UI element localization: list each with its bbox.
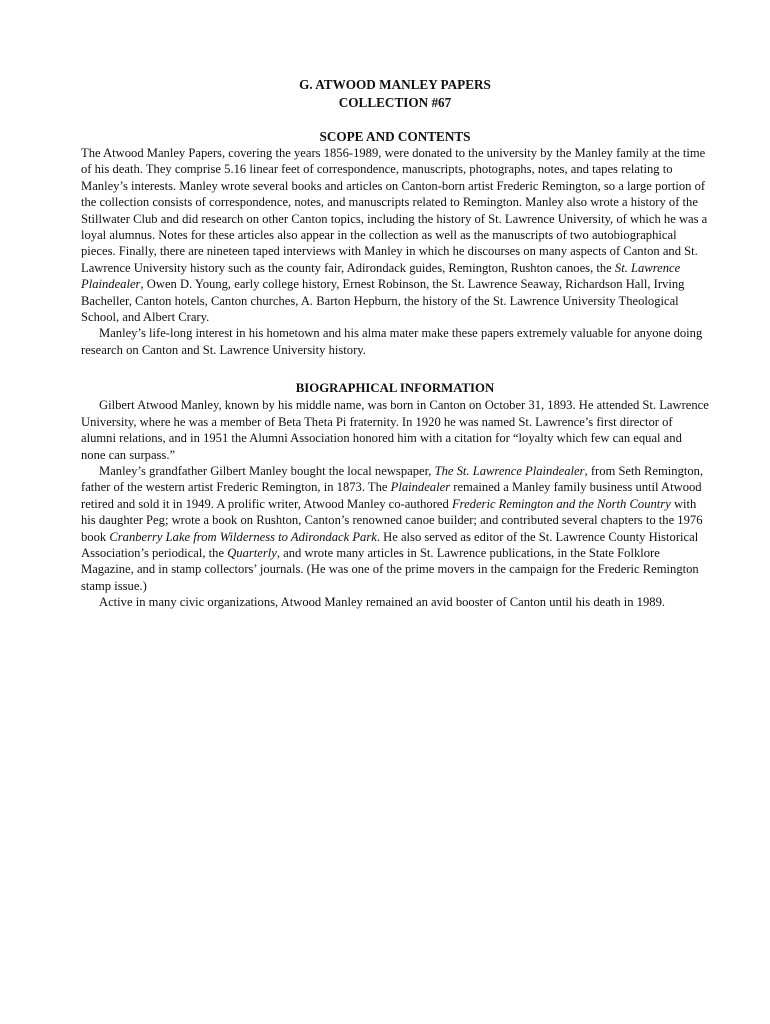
bio-p2-text-a: Manley’s grandfather Gilbert Manley bought the local newspaper, (99, 463, 435, 478)
document-title-line-2: COLLECTION #67 (338, 94, 452, 110)
bio-p2-italic-3: Frederic Remington and the North Country (451, 496, 671, 511)
scope-paragraph-1 (81, 145, 709, 325)
document-page (81, 76, 709, 611)
bio-p2-italic-1: The St. Lawrence Plaindealer (434, 463, 585, 478)
bio-p2-text-e: . He also served as editor of the St. Lawrence County Historical Association’s periodical, the (81, 529, 699, 560)
bio-p2-text-d: with his daughter Peg; wrote a book on Rushton, Canton’s renowned canoe builder; and contributed several chapters to the 1976 book (81, 496, 703, 544)
scope-p1-text-b: , Owen D. Young, early college history, Ernest Robinson, the St. Lawrence Seaway, Richardson Hall, Irving Bacheller, Canton hotels, Canton churches, A. Barton Hepburn, the history of the St. Lawrence University Theological School, and Albert Crary. (81, 277, 685, 325)
scope-p1-text-a: The Atwood Manley Papers, covering the years 1856-1989, were donated to the university by the Manley family at the time of his death. They comprise 5.16 linear feet of correspondence, manuscripts, photographs, notes, and tapes relating to Manley’s interests. Manley wrote several books and articles on Canton-born artist Frederic Remington, so a large portion of the collection consists of correspondence, notes, and manuscripts related to Remington. Manley also wrote a history of the Stillwater Club and did research on other Canton topics, including the history of St. Lawrence University, of which he was a loyal alumnus. Notes for these articles also appear in the collection as well as the manuscripts of two autobiographical pieces. Finally, there are nineteen taped interviews with Manley in which he discourses on many aspects of Canton and St. Lawrence University history such as the county fair, Adirondack guides, Remington, Rushton canoes, the (81, 146, 708, 275)
bio-paragraph-3: Active in many civic organizations, Atwood Manley remained an avid booster of Canton until his death in 1989. (99, 595, 666, 610)
bio-p2-text-b: , from Seth Remington, father of the western artist Frederic Remington, in 1873. The (81, 463, 704, 495)
bio-paragraph-2 (81, 463, 709, 594)
bio-p2-italic-5: Quarterly (227, 545, 277, 560)
scope-paragraph-2: Manley’s life-long interest in his hometown and his alma mater make these papers extremely valuable for anyone doing research on Canton and St. Lawrence University history. (81, 326, 703, 357)
scope-p1-italic-title: St. Lawrence Plaindealer (81, 260, 681, 292)
bio-paragraph-1: Gilbert Atwood Manley, known by his middle name, was born in Canton on October 31, 1893. He attended St. Lawrence University, where he was a member of Beta Theta Pi fraternity. In 1920 he was named St. Lawrence’s first director of alumni relations, and in 1951 the Alumni Association honored him with a citation for “loyalty which few can equal and none can surpass.” (81, 398, 709, 462)
bio-p2-italic-2: Plaindealer (390, 480, 451, 495)
bio-p2-text-c: remained a Manley family business until Atwood retired and sold it in 1949. A prolific writer, Atwood Manley co-authored (81, 480, 702, 511)
document-title-line-1: G. ATWOOD MANLEY PAPERS (299, 77, 491, 92)
bio-heading: BIOGRAPHICAL INFORMATION (295, 381, 495, 396)
scope-heading: SCOPE AND CONTENTS (319, 129, 471, 144)
bio-p2-italic-4: Cranberry Lake from Wilderness to Adirondack Park (109, 529, 377, 544)
bio-p2-text-f: , and wrote many articles in St. Lawrence publications, in the State Folklore Magazine, and in stamp collectors’ journals. (He was one of the prime movers in the campaign for the Frederic Remington stamp issue.) (81, 545, 699, 593)
